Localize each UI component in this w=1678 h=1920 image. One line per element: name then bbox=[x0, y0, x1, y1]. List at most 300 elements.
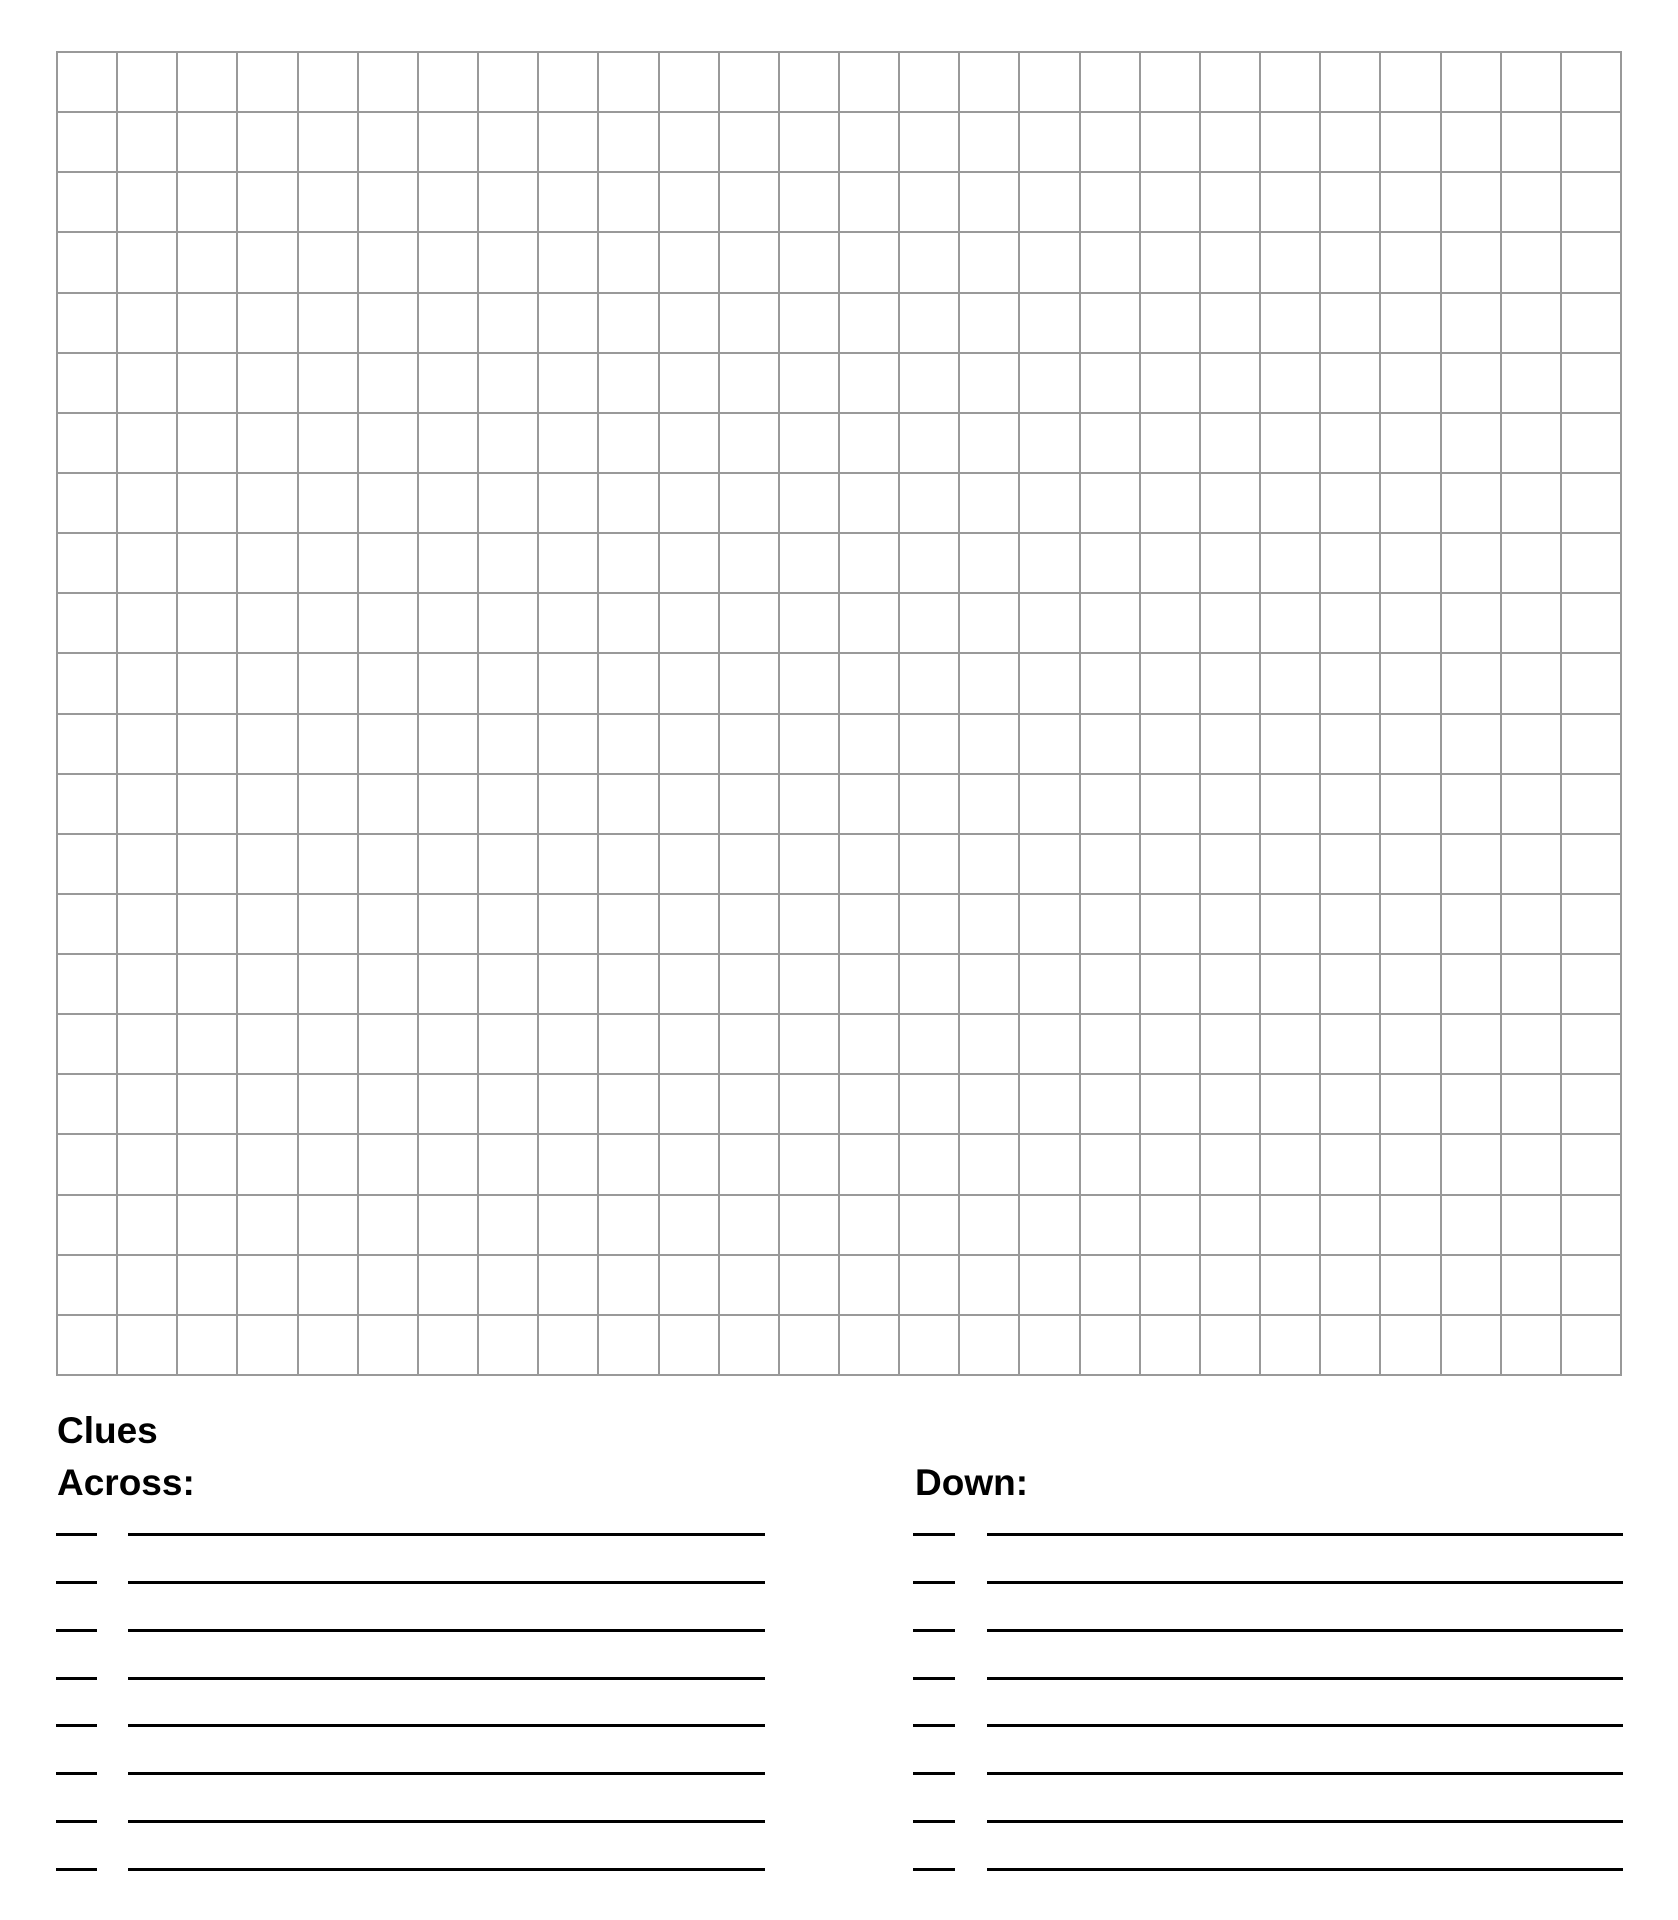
grid-cell[interactable] bbox=[960, 895, 1018, 953]
across-number-blank[interactable] bbox=[56, 1581, 97, 1584]
grid-cell[interactable] bbox=[539, 715, 597, 773]
grid-cell[interactable] bbox=[960, 233, 1018, 291]
grid-cell[interactable] bbox=[780, 1316, 838, 1374]
grid-cell[interactable] bbox=[660, 1256, 718, 1314]
grid-cell[interactable] bbox=[1502, 654, 1560, 712]
grid-cell[interactable] bbox=[1020, 1316, 1078, 1374]
down-number-blank[interactable] bbox=[913, 1581, 955, 1584]
grid-cell[interactable] bbox=[900, 715, 958, 773]
grid-cell[interactable] bbox=[1562, 233, 1620, 291]
grid-cell[interactable] bbox=[1141, 1135, 1199, 1193]
grid-cell[interactable] bbox=[238, 1256, 296, 1314]
grid-cell[interactable] bbox=[419, 955, 477, 1013]
grid-cell[interactable] bbox=[780, 113, 838, 171]
grid-cell[interactable] bbox=[1381, 113, 1439, 171]
grid-cell[interactable] bbox=[840, 775, 898, 833]
grid-cell[interactable] bbox=[539, 1196, 597, 1254]
grid-cell[interactable] bbox=[960, 414, 1018, 472]
grid-cell[interactable] bbox=[419, 534, 477, 592]
grid-cell[interactable] bbox=[780, 1196, 838, 1254]
grid-cell[interactable] bbox=[479, 474, 537, 532]
grid-cell[interactable] bbox=[780, 715, 838, 773]
grid-cell[interactable] bbox=[178, 1135, 236, 1193]
grid-cell[interactable] bbox=[479, 233, 537, 291]
down-number-blank[interactable] bbox=[913, 1868, 955, 1871]
grid-cell[interactable] bbox=[299, 173, 357, 231]
grid-cell[interactable] bbox=[1321, 1135, 1379, 1193]
grid-cell[interactable] bbox=[178, 233, 236, 291]
down-number-blank[interactable] bbox=[913, 1724, 955, 1727]
grid-cell[interactable] bbox=[479, 173, 537, 231]
grid-cell[interactable] bbox=[1201, 1135, 1259, 1193]
grid-cell[interactable] bbox=[539, 1015, 597, 1073]
grid-cell[interactable] bbox=[599, 474, 657, 532]
grid-cell[interactable] bbox=[599, 354, 657, 412]
grid-cell[interactable] bbox=[238, 233, 296, 291]
grid-cell[interactable] bbox=[660, 534, 718, 592]
grid-cell[interactable] bbox=[1020, 955, 1078, 1013]
grid-cell[interactable] bbox=[58, 1196, 116, 1254]
grid-cell[interactable] bbox=[299, 835, 357, 893]
grid-cell[interactable] bbox=[1381, 1196, 1439, 1254]
grid-cell[interactable] bbox=[1321, 1015, 1379, 1073]
grid-cell[interactable] bbox=[660, 715, 718, 773]
grid-cell[interactable] bbox=[1020, 354, 1078, 412]
grid-cell[interactable] bbox=[1502, 1135, 1560, 1193]
grid-cell[interactable] bbox=[1562, 173, 1620, 231]
grid-cell[interactable] bbox=[960, 534, 1018, 592]
grid-cell[interactable] bbox=[479, 594, 537, 652]
grid-cell[interactable] bbox=[299, 53, 357, 111]
grid-cell[interactable] bbox=[539, 955, 597, 1013]
grid-cell[interactable] bbox=[1381, 955, 1439, 1013]
grid-cell[interactable] bbox=[1321, 53, 1379, 111]
grid-cell[interactable] bbox=[840, 955, 898, 1013]
grid-cell[interactable] bbox=[840, 895, 898, 953]
grid-cell[interactable] bbox=[720, 233, 778, 291]
grid-cell[interactable] bbox=[1201, 654, 1259, 712]
grid-cell[interactable] bbox=[960, 1196, 1018, 1254]
grid-cell[interactable] bbox=[840, 1015, 898, 1073]
grid-cell[interactable] bbox=[359, 1075, 417, 1133]
grid-cell[interactable] bbox=[539, 1256, 597, 1314]
grid-cell[interactable] bbox=[479, 53, 537, 111]
grid-cell[interactable] bbox=[419, 173, 477, 231]
grid-cell[interactable] bbox=[720, 1135, 778, 1193]
grid-cell[interactable] bbox=[479, 654, 537, 712]
grid-cell[interactable] bbox=[178, 1256, 236, 1314]
grid-cell[interactable] bbox=[58, 1015, 116, 1073]
grid-cell[interactable] bbox=[118, 53, 176, 111]
grid-cell[interactable] bbox=[299, 594, 357, 652]
grid-cell[interactable] bbox=[780, 173, 838, 231]
grid-cell[interactable] bbox=[1261, 1196, 1319, 1254]
grid-cell[interactable] bbox=[599, 955, 657, 1013]
grid-cell[interactable] bbox=[1502, 474, 1560, 532]
grid-cell[interactable] bbox=[1201, 233, 1259, 291]
grid-cell[interactable] bbox=[900, 775, 958, 833]
grid-cell[interactable] bbox=[599, 835, 657, 893]
grid-cell[interactable] bbox=[780, 53, 838, 111]
grid-cell[interactable] bbox=[960, 173, 1018, 231]
grid-cell[interactable] bbox=[1321, 895, 1379, 953]
grid-cell[interactable] bbox=[359, 53, 417, 111]
grid-cell[interactable] bbox=[599, 654, 657, 712]
grid-cell[interactable] bbox=[238, 53, 296, 111]
grid-cell[interactable] bbox=[419, 594, 477, 652]
grid-cell[interactable] bbox=[419, 113, 477, 171]
grid-cell[interactable] bbox=[1141, 233, 1199, 291]
grid-cell[interactable] bbox=[1141, 414, 1199, 472]
grid-cell[interactable] bbox=[118, 354, 176, 412]
grid-cell[interactable] bbox=[660, 775, 718, 833]
grid-cell[interactable] bbox=[178, 955, 236, 1013]
grid-cell[interactable] bbox=[1502, 53, 1560, 111]
grid-cell[interactable] bbox=[118, 113, 176, 171]
grid-cell[interactable] bbox=[1381, 474, 1439, 532]
grid-cell[interactable] bbox=[178, 173, 236, 231]
grid-cell[interactable] bbox=[1081, 895, 1139, 953]
grid-cell[interactable] bbox=[419, 474, 477, 532]
grid-cell[interactable] bbox=[780, 594, 838, 652]
grid-cell[interactable] bbox=[720, 414, 778, 472]
grid-cell[interactable] bbox=[1502, 233, 1560, 291]
grid-cell[interactable] bbox=[58, 113, 116, 171]
grid-cell[interactable] bbox=[1321, 534, 1379, 592]
grid-cell[interactable] bbox=[660, 294, 718, 352]
grid-cell[interactable] bbox=[900, 1196, 958, 1254]
grid-cell[interactable] bbox=[479, 895, 537, 953]
grid-cell[interactable] bbox=[58, 1256, 116, 1314]
grid-cell[interactable] bbox=[1201, 1316, 1259, 1374]
grid-cell[interactable] bbox=[1442, 1316, 1500, 1374]
grid-cell[interactable] bbox=[599, 1015, 657, 1073]
grid-cell[interactable] bbox=[238, 775, 296, 833]
grid-cell[interactable] bbox=[419, 1196, 477, 1254]
grid-cell[interactable] bbox=[58, 1135, 116, 1193]
grid-cell[interactable] bbox=[299, 1075, 357, 1133]
grid-cell[interactable] bbox=[960, 654, 1018, 712]
grid-cell[interactable] bbox=[599, 414, 657, 472]
grid-cell[interactable] bbox=[1081, 1196, 1139, 1254]
grid-cell[interactable] bbox=[479, 1135, 537, 1193]
grid-cell[interactable] bbox=[900, 53, 958, 111]
grid-cell[interactable] bbox=[1020, 534, 1078, 592]
grid-cell[interactable] bbox=[1381, 354, 1439, 412]
grid-cell[interactable] bbox=[238, 1135, 296, 1193]
grid-cell[interactable] bbox=[1261, 654, 1319, 712]
grid-cell[interactable] bbox=[238, 474, 296, 532]
grid-cell[interactable] bbox=[840, 654, 898, 712]
grid-cell[interactable] bbox=[1562, 414, 1620, 472]
grid-cell[interactable] bbox=[299, 1196, 357, 1254]
grid-cell[interactable] bbox=[960, 53, 1018, 111]
grid-cell[interactable] bbox=[780, 534, 838, 592]
grid-cell[interactable] bbox=[1141, 1196, 1199, 1254]
grid-cell[interactable] bbox=[1321, 715, 1379, 773]
grid-cell[interactable] bbox=[900, 955, 958, 1013]
grid-cell[interactable] bbox=[780, 1015, 838, 1073]
grid-cell[interactable] bbox=[599, 1075, 657, 1133]
grid-cell[interactable] bbox=[178, 1015, 236, 1073]
grid-cell[interactable] bbox=[1261, 1316, 1319, 1374]
grid-cell[interactable] bbox=[419, 414, 477, 472]
grid-cell[interactable] bbox=[118, 173, 176, 231]
grid-cell[interactable] bbox=[660, 1135, 718, 1193]
grid-cell[interactable] bbox=[720, 955, 778, 1013]
grid-cell[interactable] bbox=[840, 173, 898, 231]
grid-cell[interactable] bbox=[1081, 233, 1139, 291]
grid-cell[interactable] bbox=[1201, 1075, 1259, 1133]
grid-cell[interactable] bbox=[780, 294, 838, 352]
down-number-blank[interactable] bbox=[913, 1533, 955, 1536]
grid-cell[interactable] bbox=[720, 1256, 778, 1314]
grid-cell[interactable] bbox=[960, 1015, 1018, 1073]
grid-cell[interactable] bbox=[960, 474, 1018, 532]
grid-cell[interactable] bbox=[1081, 835, 1139, 893]
grid-cell[interactable] bbox=[1141, 354, 1199, 412]
grid-cell[interactable] bbox=[178, 1075, 236, 1133]
grid-cell[interactable] bbox=[1502, 775, 1560, 833]
grid-cell[interactable] bbox=[118, 474, 176, 532]
grid-cell[interactable] bbox=[479, 1196, 537, 1254]
grid-cell[interactable] bbox=[1261, 1256, 1319, 1314]
grid-cell[interactable] bbox=[118, 955, 176, 1013]
grid-cell[interactable] bbox=[1081, 1075, 1139, 1133]
grid-cell[interactable] bbox=[720, 53, 778, 111]
grid-cell[interactable] bbox=[1141, 1316, 1199, 1374]
grid-cell[interactable] bbox=[299, 955, 357, 1013]
grid-cell[interactable] bbox=[1381, 53, 1439, 111]
grid-cell[interactable] bbox=[118, 294, 176, 352]
grid-cell[interactable] bbox=[118, 1015, 176, 1073]
down-clue-blank[interactable] bbox=[987, 1868, 1623, 1871]
grid-cell[interactable] bbox=[1442, 233, 1500, 291]
grid-cell[interactable] bbox=[1321, 594, 1379, 652]
grid-cell[interactable] bbox=[1321, 835, 1379, 893]
grid-cell[interactable] bbox=[1261, 1015, 1319, 1073]
grid-cell[interactable] bbox=[479, 955, 537, 1013]
grid-cell[interactable] bbox=[479, 414, 537, 472]
grid-cell[interactable] bbox=[1020, 1196, 1078, 1254]
grid-cell[interactable] bbox=[720, 1316, 778, 1374]
grid-cell[interactable] bbox=[479, 715, 537, 773]
grid-cell[interactable] bbox=[780, 233, 838, 291]
grid-cell[interactable] bbox=[1081, 354, 1139, 412]
grid-cell[interactable] bbox=[1381, 775, 1439, 833]
grid-cell[interactable] bbox=[238, 173, 296, 231]
grid-cell[interactable] bbox=[1081, 53, 1139, 111]
grid-cell[interactable] bbox=[178, 654, 236, 712]
grid-cell[interactable] bbox=[900, 173, 958, 231]
grid-cell[interactable] bbox=[1502, 113, 1560, 171]
grid-cell[interactable] bbox=[840, 474, 898, 532]
grid-cell[interactable] bbox=[539, 233, 597, 291]
grid-cell[interactable] bbox=[58, 594, 116, 652]
grid-cell[interactable] bbox=[58, 53, 116, 111]
grid-cell[interactable] bbox=[118, 835, 176, 893]
grid-cell[interactable] bbox=[359, 654, 417, 712]
across-clue-blank[interactable] bbox=[128, 1533, 765, 1536]
grid-cell[interactable] bbox=[900, 233, 958, 291]
grid-cell[interactable] bbox=[660, 1316, 718, 1374]
grid-cell[interactable] bbox=[780, 1256, 838, 1314]
grid-cell[interactable] bbox=[960, 294, 1018, 352]
grid-cell[interactable] bbox=[720, 173, 778, 231]
grid-cell[interactable] bbox=[840, 1316, 898, 1374]
grid-cell[interactable] bbox=[359, 173, 417, 231]
grid-cell[interactable] bbox=[479, 1316, 537, 1374]
grid-cell[interactable] bbox=[900, 354, 958, 412]
grid-cell[interactable] bbox=[1442, 775, 1500, 833]
grid-cell[interactable] bbox=[780, 654, 838, 712]
grid-cell[interactable] bbox=[1201, 173, 1259, 231]
grid-cell[interactable] bbox=[419, 1256, 477, 1314]
grid-cell[interactable] bbox=[359, 113, 417, 171]
grid-cell[interactable] bbox=[178, 534, 236, 592]
grid-cell[interactable] bbox=[1020, 294, 1078, 352]
down-number-blank[interactable] bbox=[913, 1772, 955, 1775]
down-clue-blank[interactable] bbox=[987, 1820, 1623, 1823]
grid-cell[interactable] bbox=[539, 534, 597, 592]
grid-cell[interactable] bbox=[178, 1196, 236, 1254]
grid-cell[interactable] bbox=[599, 113, 657, 171]
grid-cell[interactable] bbox=[1321, 354, 1379, 412]
grid-cell[interactable] bbox=[58, 1075, 116, 1133]
grid-cell[interactable] bbox=[1502, 594, 1560, 652]
grid-cell[interactable] bbox=[780, 835, 838, 893]
grid-cell[interactable] bbox=[359, 895, 417, 953]
grid-cell[interactable] bbox=[1020, 715, 1078, 773]
grid-cell[interactable] bbox=[299, 113, 357, 171]
grid-cell[interactable] bbox=[720, 1015, 778, 1073]
grid-cell[interactable] bbox=[1502, 895, 1560, 953]
grid-cell[interactable] bbox=[58, 895, 116, 953]
grid-cell[interactable] bbox=[539, 113, 597, 171]
grid-cell[interactable] bbox=[1141, 775, 1199, 833]
grid-cell[interactable] bbox=[1381, 835, 1439, 893]
grid-cell[interactable] bbox=[118, 1196, 176, 1254]
grid-cell[interactable] bbox=[960, 1316, 1018, 1374]
grid-cell[interactable] bbox=[359, 534, 417, 592]
across-number-blank[interactable] bbox=[56, 1772, 97, 1775]
grid-cell[interactable] bbox=[178, 53, 236, 111]
grid-cell[interactable] bbox=[1261, 113, 1319, 171]
grid-cell[interactable] bbox=[1442, 715, 1500, 773]
grid-cell[interactable] bbox=[1562, 654, 1620, 712]
grid-cell[interactable] bbox=[1381, 1256, 1439, 1314]
grid-cell[interactable] bbox=[1201, 113, 1259, 171]
grid-cell[interactable] bbox=[299, 1015, 357, 1073]
grid-cell[interactable] bbox=[1562, 474, 1620, 532]
grid-cell[interactable] bbox=[1081, 414, 1139, 472]
grid-cell[interactable] bbox=[660, 1196, 718, 1254]
grid-cell[interactable] bbox=[1261, 53, 1319, 111]
grid-cell[interactable] bbox=[1381, 173, 1439, 231]
across-clue-blank[interactable] bbox=[128, 1868, 765, 1871]
grid-cell[interactable] bbox=[1201, 895, 1259, 953]
grid-cell[interactable] bbox=[419, 1075, 477, 1133]
grid-cell[interactable] bbox=[1442, 474, 1500, 532]
grid-cell[interactable] bbox=[118, 594, 176, 652]
grid-cell[interactable] bbox=[419, 775, 477, 833]
grid-cell[interactable] bbox=[238, 1196, 296, 1254]
grid-cell[interactable] bbox=[1321, 955, 1379, 1013]
grid-cell[interactable] bbox=[479, 354, 537, 412]
grid-cell[interactable] bbox=[599, 534, 657, 592]
grid-cell[interactable] bbox=[1502, 955, 1560, 1013]
grid-cell[interactable] bbox=[1201, 775, 1259, 833]
across-clue-blank[interactable] bbox=[128, 1820, 765, 1823]
grid-cell[interactable] bbox=[720, 775, 778, 833]
grid-cell[interactable] bbox=[780, 1075, 838, 1133]
grid-cell[interactable] bbox=[1321, 775, 1379, 833]
grid-cell[interactable] bbox=[58, 1316, 116, 1374]
grid-cell[interactable] bbox=[419, 835, 477, 893]
grid-cell[interactable] bbox=[118, 775, 176, 833]
grid-cell[interactable] bbox=[840, 1135, 898, 1193]
grid-cell[interactable] bbox=[238, 414, 296, 472]
grid-cell[interactable] bbox=[1321, 1316, 1379, 1374]
grid-cell[interactable] bbox=[1141, 534, 1199, 592]
grid-cell[interactable] bbox=[1381, 1135, 1439, 1193]
grid-cell[interactable] bbox=[660, 414, 718, 472]
grid-cell[interactable] bbox=[1201, 534, 1259, 592]
grid-cell[interactable] bbox=[1261, 354, 1319, 412]
grid-cell[interactable] bbox=[178, 715, 236, 773]
grid-cell[interactable] bbox=[359, 1196, 417, 1254]
grid-cell[interactable] bbox=[419, 1316, 477, 1374]
grid-cell[interactable] bbox=[359, 414, 417, 472]
grid-cell[interactable] bbox=[840, 534, 898, 592]
grid-cell[interactable] bbox=[1020, 233, 1078, 291]
grid-cell[interactable] bbox=[840, 53, 898, 111]
grid-cell[interactable] bbox=[1020, 1015, 1078, 1073]
grid-cell[interactable] bbox=[1321, 654, 1379, 712]
grid-cell[interactable] bbox=[660, 113, 718, 171]
grid-cell[interactable] bbox=[660, 233, 718, 291]
grid-cell[interactable] bbox=[1381, 594, 1439, 652]
grid-cell[interactable] bbox=[599, 895, 657, 953]
grid-cell[interactable] bbox=[1442, 414, 1500, 472]
grid-cell[interactable] bbox=[238, 1075, 296, 1133]
grid-cell[interactable] bbox=[1201, 1015, 1259, 1073]
grid-cell[interactable] bbox=[900, 113, 958, 171]
across-number-blank[interactable] bbox=[56, 1677, 97, 1680]
grid-cell[interactable] bbox=[1261, 835, 1319, 893]
across-number-blank[interactable] bbox=[56, 1533, 97, 1536]
grid-cell[interactable] bbox=[178, 1316, 236, 1374]
grid-cell[interactable] bbox=[960, 1075, 1018, 1133]
grid-cell[interactable] bbox=[539, 354, 597, 412]
grid-cell[interactable] bbox=[1201, 414, 1259, 472]
grid-cell[interactable] bbox=[1261, 895, 1319, 953]
grid-cell[interactable] bbox=[178, 294, 236, 352]
grid-cell[interactable] bbox=[299, 775, 357, 833]
down-clue-blank[interactable] bbox=[987, 1629, 1623, 1632]
grid-cell[interactable] bbox=[1141, 1015, 1199, 1073]
grid-cell[interactable] bbox=[1562, 1316, 1620, 1374]
grid-cell[interactable] bbox=[1562, 1256, 1620, 1314]
grid-cell[interactable] bbox=[960, 354, 1018, 412]
grid-cell[interactable] bbox=[1442, 1256, 1500, 1314]
grid-cell[interactable] bbox=[780, 775, 838, 833]
grid-cell[interactable] bbox=[599, 173, 657, 231]
grid-cell[interactable] bbox=[1562, 53, 1620, 111]
grid-cell[interactable] bbox=[238, 715, 296, 773]
grid-cell[interactable] bbox=[299, 354, 357, 412]
grid-cell[interactable] bbox=[1020, 654, 1078, 712]
